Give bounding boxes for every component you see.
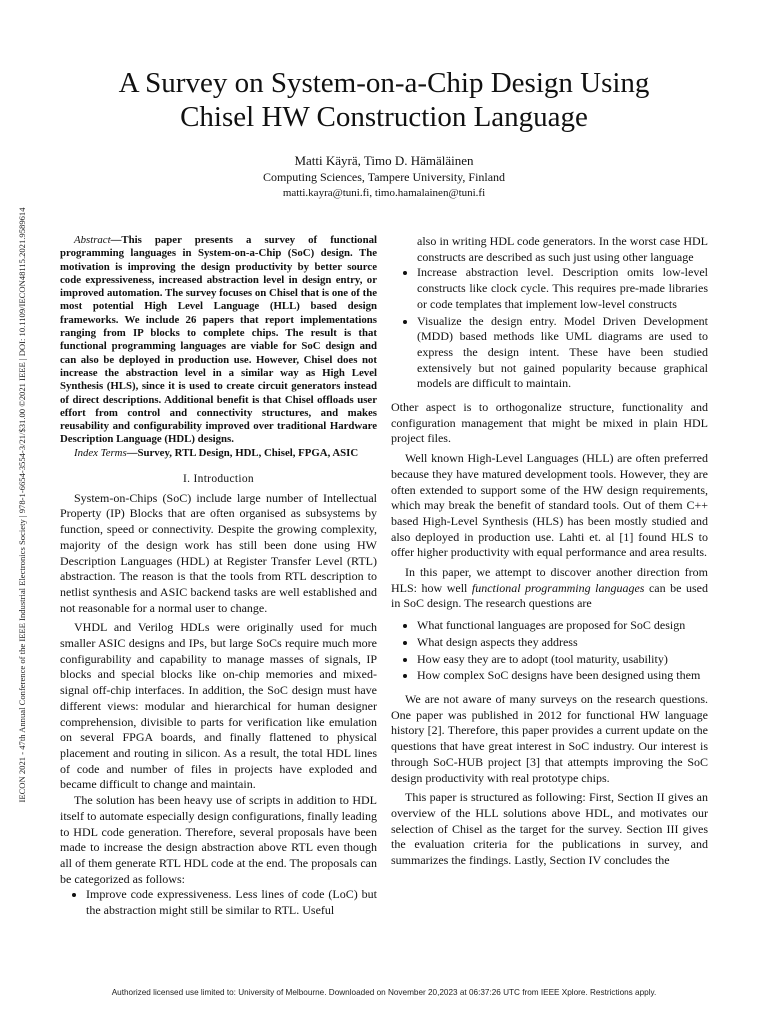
author-email: matti.kayra@tuni.fi, timo.hamalainen@tuni.fi bbox=[282, 187, 486, 199]
paragraph-text: In this paper, we attempt to discover another direction from HLS: how well bbox=[391, 565, 708, 595]
paragraph: Well known High-Level Languages (HLL) are often preferred because they have matured development tools. However, they are often extended to support some of the HW design requirements, which may break the benefit of standard tools. Out of them C++ based High-Level Synthesis (HLS) has been mostly studied and also deployed in production use. Lahti et. al [1] found HLS to offer higher productivity with equal performance and area results. bbox=[391, 451, 708, 560]
conference-doi-note: IECON 2021 - 47th Annual Conference of the IEEE Industrial Electronics Society | 978-1-6654-3554-3/21/$31.00 ©2021 IEEE | DOI: 10.1109/IECON48115.2021.9589614 bbox=[17, 207, 27, 803]
paragraph-text: can be used in SoC design. The research questions are bbox=[391, 580, 708, 611]
abstract-label: Abstract bbox=[74, 234, 111, 246]
paragraph: Other aspect is to orthogonalize structure, functionality and configuration management that might be mixed in plain HDL project files. bbox=[391, 400, 708, 446]
list-item: • Improve code expressiveness. Less lines of code (LoC) but the abstraction might still be similar to RTL. Useful bbox=[86, 887, 377, 918]
author-block bbox=[60, 153, 708, 201]
list-item: • What functional languages are proposed for SoC design bbox=[417, 618, 708, 634]
list-item: • What design aspects they address bbox=[417, 635, 708, 651]
left-column bbox=[60, 234, 377, 920]
side-margin-note bbox=[14, 150, 30, 870]
list-item: • Increase abstraction level. Description omits low-level constructs like clock cycle. This requires pre-made libraries or code templates that implement low-level constructs bbox=[417, 265, 708, 312]
list-item-continuation: also in writing HDL code generators. In the worst case HDL constructs are described as such just using other language bbox=[417, 234, 708, 264]
list-item: • Visualize the design entry. Model Driven Development (MDD) based methods like UML diagrams are used to express the design intent. These have been studied extensively but not gained popularity because graphical models are difficult to maintain. bbox=[417, 314, 708, 393]
index-terms-text: —Survey, RTL Design, HDL, Chisel, FPGA, ASIC bbox=[126, 446, 359, 459]
emphasis-text: functional programming languages bbox=[471, 580, 645, 595]
paragraph: The solution has been heavy use of scripts in addition to HDL itself to automate especially design configurations, finally leading to HDL code generation. Therefore, several proposals have been made to increase the design abstraction above RTL even though all of them generate RTL HDL code at the end. The proposals can be categorized as follows: bbox=[60, 793, 377, 886]
abstract bbox=[60, 234, 377, 447]
index-terms bbox=[60, 447, 377, 460]
proposal-list-continued bbox=[391, 265, 708, 392]
paragraph bbox=[391, 565, 708, 612]
license-footer: Authorized licensed use limited to: University of Melbourne. Downloaded on November 20,2023 at 06:37:26 UTC from IEEE Xplore. Restrictions apply. bbox=[111, 988, 657, 997]
right-column bbox=[391, 234, 708, 869]
paragraph: VHDL and Verilog HDLs were originally used for much smaller ASIC designs and IPs, but large SoCs require much more configurability and capability to manage masses of signals, IP blocks and special blocks like on-chip memories and mixed-signal off-chip interfaces. In addition, the SoC design must have different views: modular and hierarchical for human designer comprehension, divisible to parts for verification like emulation on several FPGA boards, and finally flattened to physical placement and routing in silicon. As a result, the total HDL lines of code and number of files in projects have exploded and became difficult to change and maintain. bbox=[60, 620, 377, 792]
title-line-1: A Survey on System-on-a-Chip Design Using bbox=[118, 67, 650, 99]
section-heading-introduction: I. Introduction bbox=[183, 473, 254, 486]
title-line-2: Chisel HW Construction Language bbox=[180, 101, 588, 133]
index-terms-label: Index Terms bbox=[74, 446, 127, 459]
paragraph: System-on-Chips (SoC) include large number of Intellectual Property (IP) Blocks that are often organised as subsystems by function, speed or connectivity. Despite the growing complexity, majority of the design work has still been done using HW Description Languages (HDL) at Register Transfer Level (RTL) abstraction. The reason is that the tools from RTL description to netlist synthesis and ASIC backend tasks are well established and not reasonable for a normal user to change. bbox=[60, 490, 377, 615]
author-names: Matti Käyrä, Timo D. Hämäläinen bbox=[294, 153, 474, 168]
research-questions-list bbox=[391, 618, 708, 684]
list-item: • How easy they are to adopt (tool maturity, usability) bbox=[417, 652, 708, 668]
paragraph: We are not aware of many surveys on the research questions. One paper was published in 2012 for functional HW language history [2]. Therefore, this paper provides a current update on the questions that have great interest in SoC industry. Our interest is through SoC-HUB project [3] that attempts improving the SoC design productivity with real prototype chips. bbox=[391, 691, 708, 785]
list-item: • How complex SoC designs have been designed using them bbox=[417, 668, 708, 684]
paragraph: This paper is structured as following: First, Section II gives an overview of the HLL solutions above HDL, and motivates our selection of Chisel as the target for the survey. Section III gives the evaluation criteria for the publications in survey, and summarizes the findings. Lastly, Section IV concludes the bbox=[391, 790, 708, 868]
author-affiliation: Computing Sciences, Tampere University, Finland bbox=[262, 170, 506, 184]
proposal-list bbox=[60, 887, 377, 918]
paper-title bbox=[60, 66, 708, 134]
abstract-text: —This paper presents a survey of functional programming languages in System-on-a-Chip (SoC) design. The motivation is improving the design productivity by better source code expressiveness, increased abstraction level in design entry, or improved automation. The survey focuses on Chisel that is one of the most potential High Level Language (HLL) based design frameworks. We include 26 papers that report implementations ranging from IP blocks to complete chips. The result is that functional programming languages are viable for SoC design and can also be deployed in production use. However, Chisel does not increase the abstraction level in a similar way as High Level Synthesis (HLS), since it is used to create circuit generators instead of direct descriptions. Additional benefit is that Chisel offloads user effort from control and connectivity structures, and makes reusability and configurability improved over traditional Hardware Description Language (HDL) designs. bbox=[60, 234, 377, 446]
